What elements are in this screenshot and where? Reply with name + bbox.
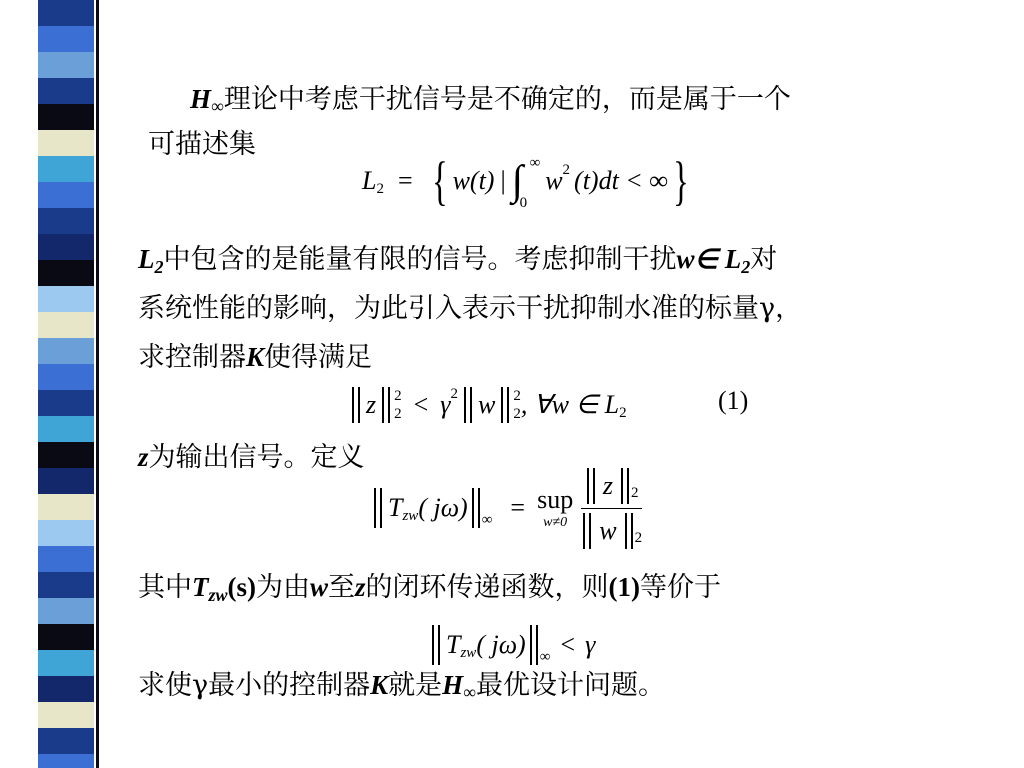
para2-line3-b: 使得满足 (264, 342, 373, 373)
stripe-block (38, 572, 94, 598)
l2-wt: w(t) (452, 166, 495, 195)
para5: 求使γ最小的控制器K就是H∞最优设计问题。 (138, 670, 666, 702)
stripe-block (38, 754, 94, 768)
stripe-block (38, 182, 94, 208)
l2-lhs-sub: 2 (376, 180, 384, 197)
l2-eq: = (397, 166, 413, 195)
equation-1 (350, 380, 627, 430)
stripe-block (38, 52, 94, 78)
para1-line1 (190, 82, 791, 119)
int-upper: ∞ (529, 155, 541, 171)
hinf-lt: < (560, 630, 576, 659)
gamma-sup: 2 (450, 385, 459, 402)
para2-line3 (138, 340, 372, 375)
def-fraction (581, 468, 642, 549)
stripe-block (38, 468, 94, 494)
para1-line1-text: 理论中考虑干扰信号是不确定的，而是属于一个 (223, 84, 791, 115)
stripe-block (38, 546, 94, 572)
norm-w: w (462, 387, 511, 423)
eq1-forall-sub: 2 (619, 404, 627, 421)
para4: 其中Tzw(s)为由w至z的闭环传递函数，则(1)等价于 (138, 572, 722, 605)
para2-line3-a: 求控制器 (138, 342, 246, 373)
norm-z-sup: 2 (394, 388, 402, 404)
stripe-block (38, 728, 94, 754)
stripe-edge (96, 0, 99, 768)
integral-sign: ∫ ∞ 0 (511, 155, 541, 211)
stripe-block (38, 130, 94, 156)
def-T-sub: zw (402, 507, 419, 524)
para2-line1 (138, 242, 777, 279)
stripe-block (38, 104, 94, 130)
norm-w-sup: 2 (513, 388, 521, 404)
eq1-gamma: γ (440, 390, 451, 419)
def-num: z (602, 470, 613, 500)
stripe-block (38, 234, 94, 260)
stripe-block (38, 494, 94, 520)
h-symbol-2: H (442, 670, 464, 700)
stripe-block (38, 26, 94, 52)
hinf-gamma: γ (585, 630, 596, 659)
stripe-block (38, 0, 94, 26)
equation-hinf-norm-def (372, 456, 642, 560)
eq1-forall: , ∀w ∈ L (520, 390, 620, 419)
para3 (138, 440, 365, 475)
hinf-inf-sub: ∞ (539, 648, 551, 665)
l2-lhs: L (362, 166, 377, 195)
l2-integrand: w (545, 166, 563, 195)
norm-z-sub: 2 (394, 406, 402, 422)
def-arg: ( jω) (418, 493, 468, 522)
stripe-block (38, 598, 94, 624)
para1-line2: 可描述集 (148, 129, 256, 160)
def-inf-sub: ∞ (481, 511, 493, 528)
def-eq: = (510, 493, 526, 522)
para2-line1-b: 对 (750, 244, 778, 275)
l2-integrand-rest: (t)dt < ∞ (574, 166, 668, 195)
norm-z: z (350, 387, 392, 423)
k-symbol-2: K (370, 670, 389, 700)
def-den-sub: 2 (634, 530, 643, 546)
right-brace: } (673, 151, 689, 211)
stripe-block (38, 702, 94, 728)
w-in-l2-sub: 2 (741, 257, 751, 277)
z-symbol: z (138, 442, 149, 472)
stripe-block (38, 364, 94, 390)
def-sup: sup (537, 485, 574, 514)
stripe-block (38, 312, 94, 338)
def-sup-sub: w≠0 (543, 515, 568, 530)
para3-text: 为输出信号。定义 (148, 442, 365, 473)
T-symbol: T (192, 572, 209, 602)
k-symbol: K (246, 342, 265, 372)
stripe-block (38, 156, 94, 182)
stripe-block (38, 416, 94, 442)
def-den: w (599, 515, 617, 545)
T-symbol-sub: zw (208, 585, 228, 605)
equation-number: (1) (718, 386, 749, 415)
stripe-block (38, 676, 94, 702)
eq1-lt: < (413, 390, 429, 419)
norm-w-sub: 2 (513, 406, 521, 422)
l2-symbol-sub: 2 (154, 257, 164, 277)
stripe-block (38, 208, 94, 234)
decorative-stripe (0, 0, 120, 768)
stripe-block (38, 650, 94, 676)
left-brace: { (431, 151, 448, 211)
stripe-block (38, 520, 94, 546)
stripe-block (38, 390, 94, 416)
l2-integrand-sup: 2 (562, 161, 571, 178)
para2-line2: 系统性能的影响，为此引入表示干扰抑制水准的标量γ， (138, 293, 803, 324)
stripe-block (38, 338, 94, 364)
para2-line1-a: 中包含的是能量有限的信号。考虑抑制干扰 (163, 244, 677, 275)
norm-T (372, 488, 482, 528)
equation-l2-set (362, 150, 694, 212)
int-lower: 0 (519, 195, 528, 211)
stripe-block (38, 286, 94, 312)
equation-hinf-bound (430, 620, 595, 670)
norm-T2: T zw ( jω) (430, 625, 540, 665)
l2-bar: | (500, 166, 506, 195)
stripe-block (38, 260, 94, 286)
def-num-sub: 2 (630, 485, 639, 501)
inf-subscript-2: ∞ (463, 682, 477, 702)
stripe-block (38, 624, 94, 650)
def-T: T (388, 493, 403, 522)
l2-symbol: L (138, 244, 155, 274)
h-symbol: H (190, 84, 212, 114)
w-in-l2: w∈ L (676, 244, 742, 274)
stripe-block (38, 442, 94, 468)
inf-subscript: ∞ (211, 96, 224, 116)
stripe-block (38, 78, 94, 104)
